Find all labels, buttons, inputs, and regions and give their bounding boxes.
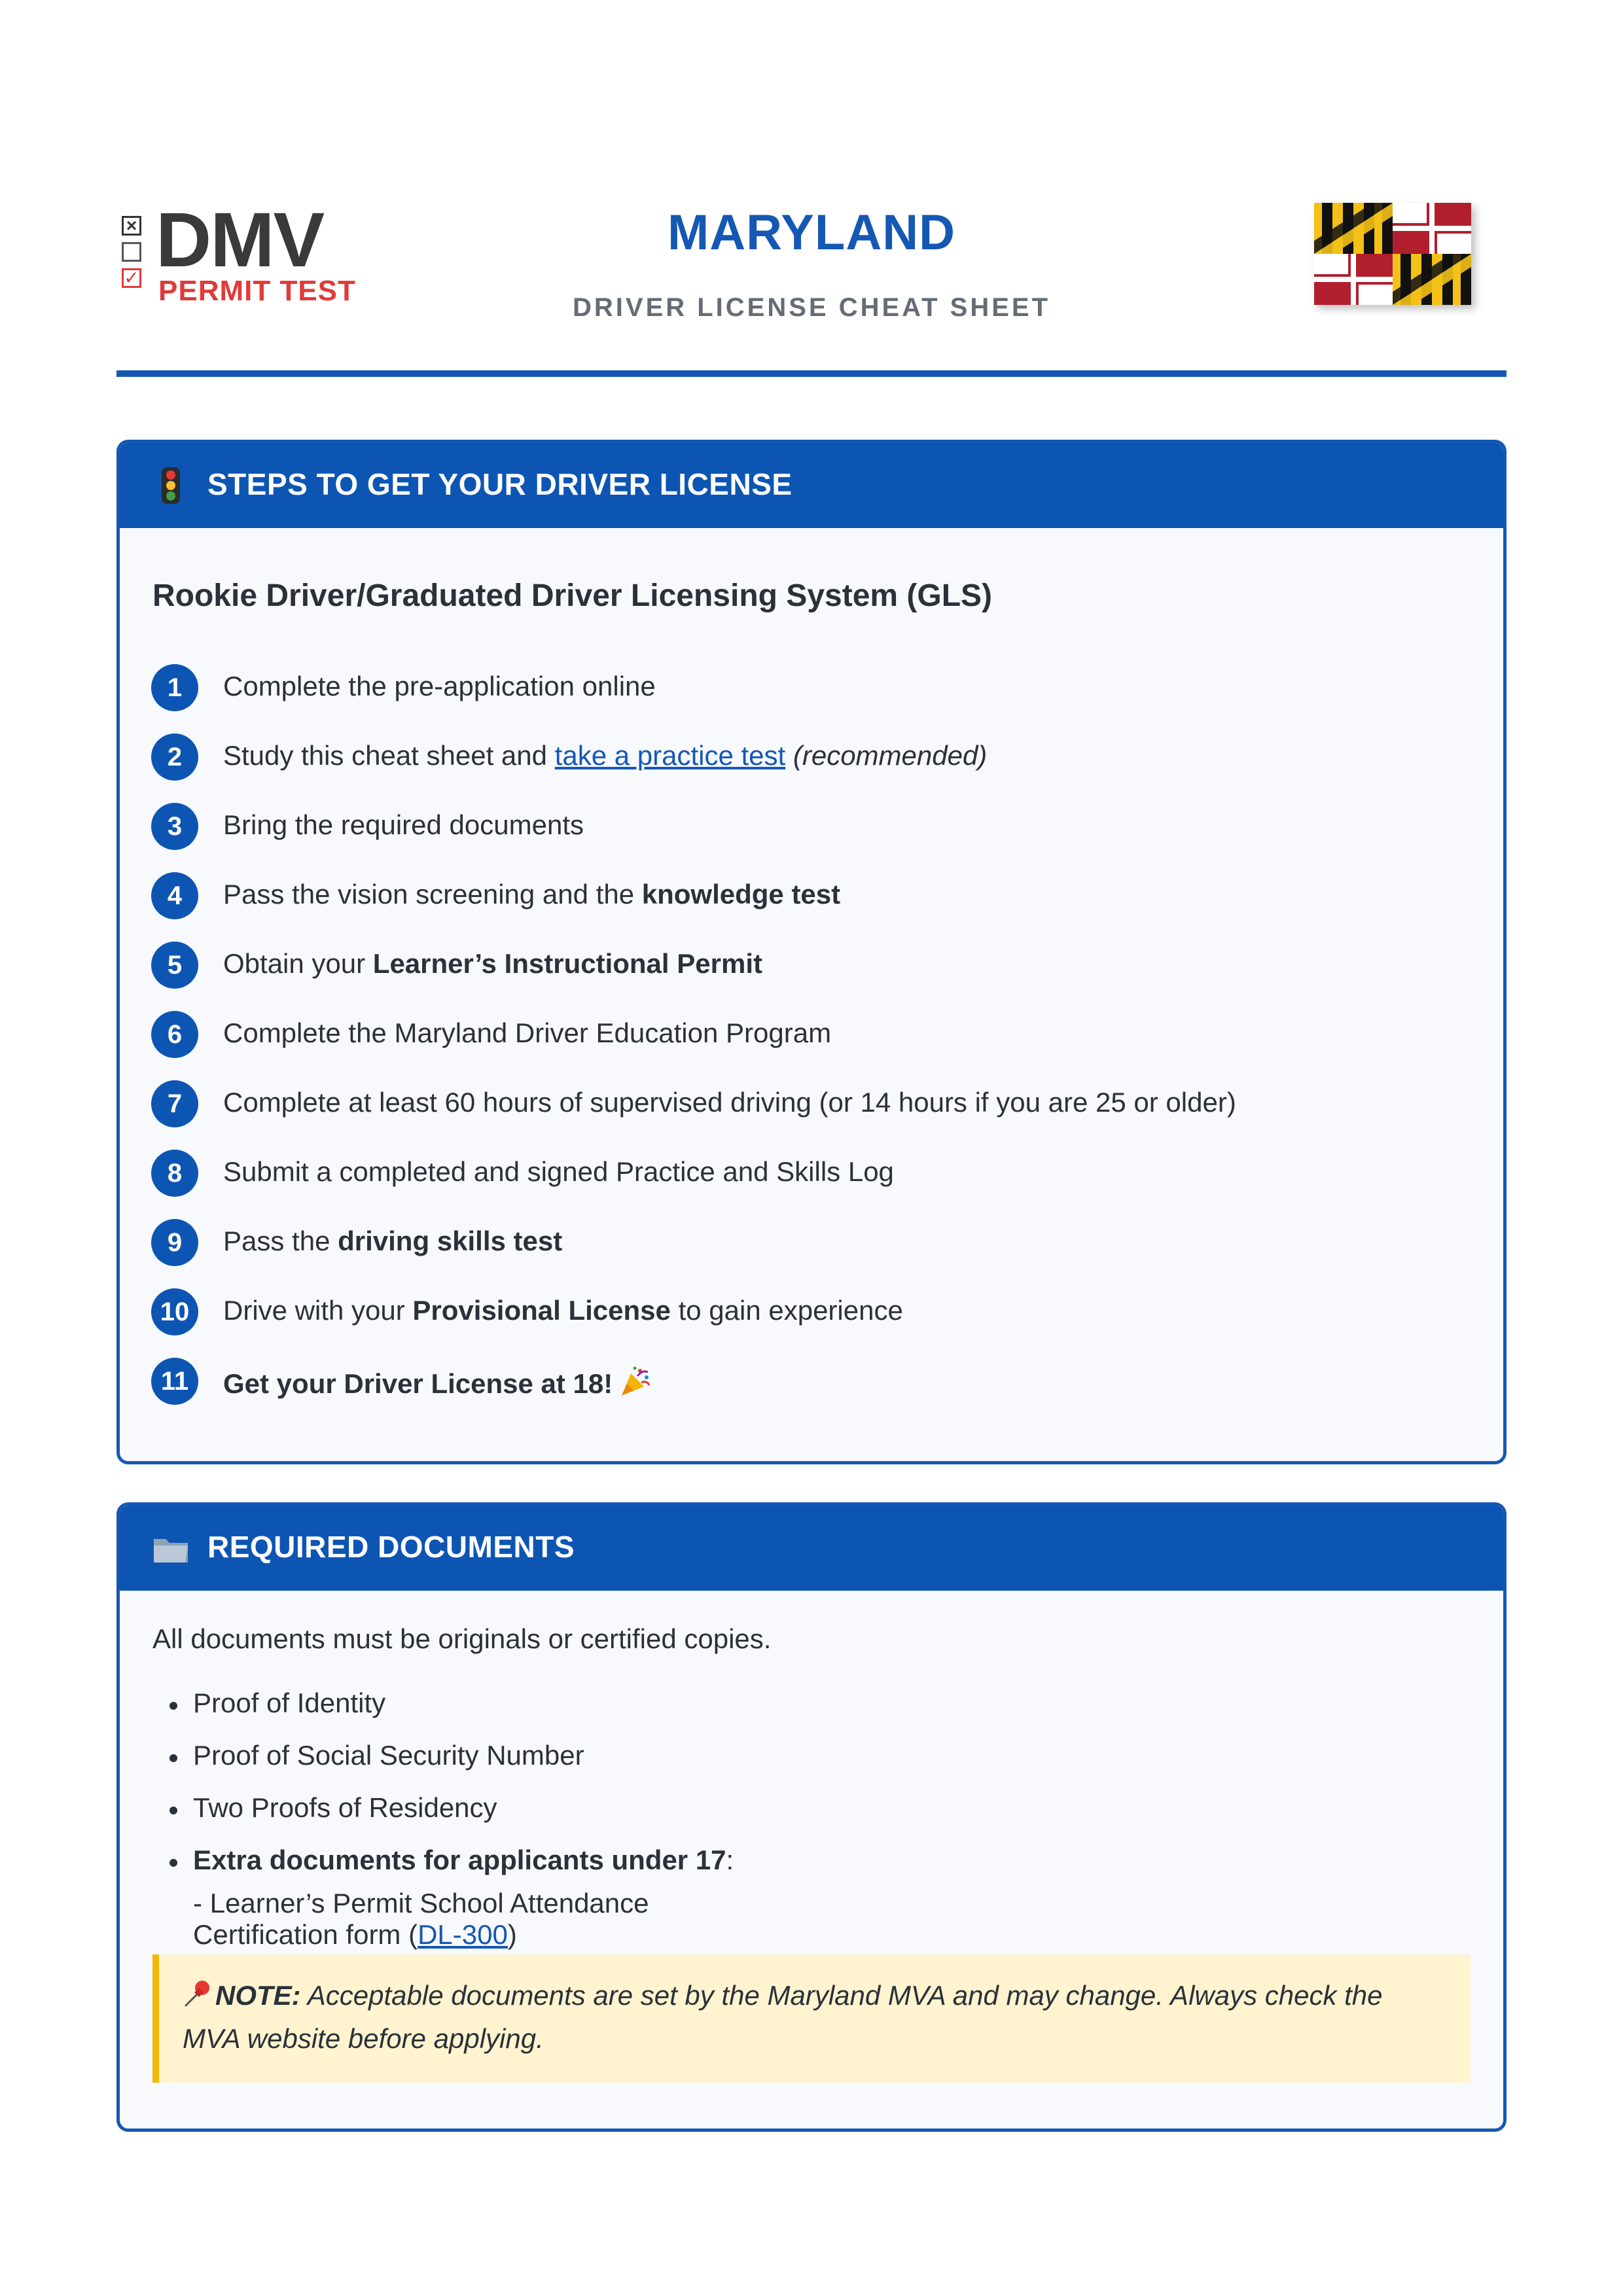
page-subtitle: DRIVER LICENSE CHEAT SHEET	[573, 293, 1050, 322]
step-text: Pass the driving skills test	[223, 1226, 563, 1256]
step-number-badge: 2	[151, 733, 198, 781]
step-number-badge: 10	[151, 1288, 198, 1335]
extra-document-subitem: - Learner’s Permit School Attendance Certification form (DL-300)	[193, 1888, 649, 1950]
header-divider	[116, 370, 1507, 377]
document-item: Proof of Identity	[152, 1687, 734, 1740]
logo-x-box-icon: ×	[122, 216, 141, 236]
logo-permit-test-text: PERMIT TEST	[158, 275, 356, 307]
step-text: Complete the pre-application online	[223, 671, 656, 701]
documents-list	[152, 1687, 734, 1950]
step-text: Drive with your Provisional License to gain experience	[223, 1295, 903, 1326]
documents-section-title: REQUIRED DOCUMENTS	[207, 1530, 575, 1564]
page-title: MARYLAND	[667, 205, 956, 260]
step-number-badge: 4	[151, 872, 198, 919]
steps-section	[116, 440, 1507, 1464]
step-number-badge: 8	[151, 1150, 198, 1197]
logo-check-box-icon: ✓	[122, 268, 141, 288]
extra-documents-label: Extra documents for applicants under 17	[193, 1845, 726, 1875]
step-number-badge: 5	[151, 942, 198, 989]
step-number-badge: 11	[151, 1358, 198, 1405]
note-label: NOTE:	[215, 1980, 301, 2011]
step-text: Get your Driver License at 18!	[223, 1364, 652, 1400]
step-text: Pass the vision screening and the knowledge test	[223, 879, 841, 910]
required-documents-section	[116, 1502, 1507, 2132]
document-item: Two Proofs of Residency	[152, 1792, 734, 1845]
document-item-extra: Extra documents for applicants under 17: - Learner’s Permit School Attendance Certification form (DL-300)	[152, 1845, 734, 1935]
step-number-badge: 3	[151, 803, 198, 850]
flag-calvert-quarter-tl	[1314, 203, 1393, 254]
steps-section-header	[120, 443, 1503, 528]
step-text: Complete at least 60 hours of supervised driving (or 14 hours if you are 25 or older)	[223, 1087, 1236, 1118]
step-text: Obtain your Learner’s Instructional Permit	[223, 948, 762, 979]
step-text: Bring the required documents	[223, 809, 584, 840]
flag-crossland-quarter-bl	[1314, 254, 1393, 305]
pushpin-icon	[183, 1979, 213, 2009]
note-callout	[152, 1954, 1471, 2083]
logo-dmv-text: DMV	[156, 197, 324, 283]
step-text: Submit a completed and signed Practice and Skills Log	[223, 1156, 894, 1187]
flag-crossland-quarter-tr	[1393, 203, 1471, 254]
step-text: Complete the Maryland Driver Education Program	[223, 1017, 832, 1048]
flag-calvert-quarter-br	[1393, 254, 1471, 305]
maryland-flag-icon	[1314, 203, 1471, 305]
folder-icon	[152, 1528, 189, 1568]
practice-test-link[interactable]: take a practice test	[554, 740, 786, 771]
documents-section-header	[120, 1506, 1503, 1591]
step-text: Study this cheat sheet and take a practice test (recommended)	[223, 740, 988, 771]
party-popper-icon	[618, 1364, 652, 1398]
step-number-badge: 7	[151, 1080, 198, 1127]
step-number-badge: 6	[151, 1011, 198, 1058]
note-text: Acceptable documents are set by the Maryland MVA and may change. Always check the MVA website before applying.	[183, 1980, 1383, 2054]
documents-intro: All documents must be originals or certified copies.	[152, 1623, 772, 1654]
traffic-light-icon	[152, 466, 189, 505]
page-header	[116, 196, 1507, 386]
dl-300-link[interactable]: DL-300	[418, 1919, 508, 1950]
document-item: Proof of Social Security Number	[152, 1740, 734, 1792]
step-number-badge: 1	[151, 664, 198, 711]
steps-section-title: STEPS TO GET YOUR DRIVER LICENSE	[207, 467, 793, 501]
step-number-badge: 9	[151, 1219, 198, 1266]
gls-subheading: Rookie Driver/Graduated Driver Licensing System (GLS)	[152, 578, 993, 613]
